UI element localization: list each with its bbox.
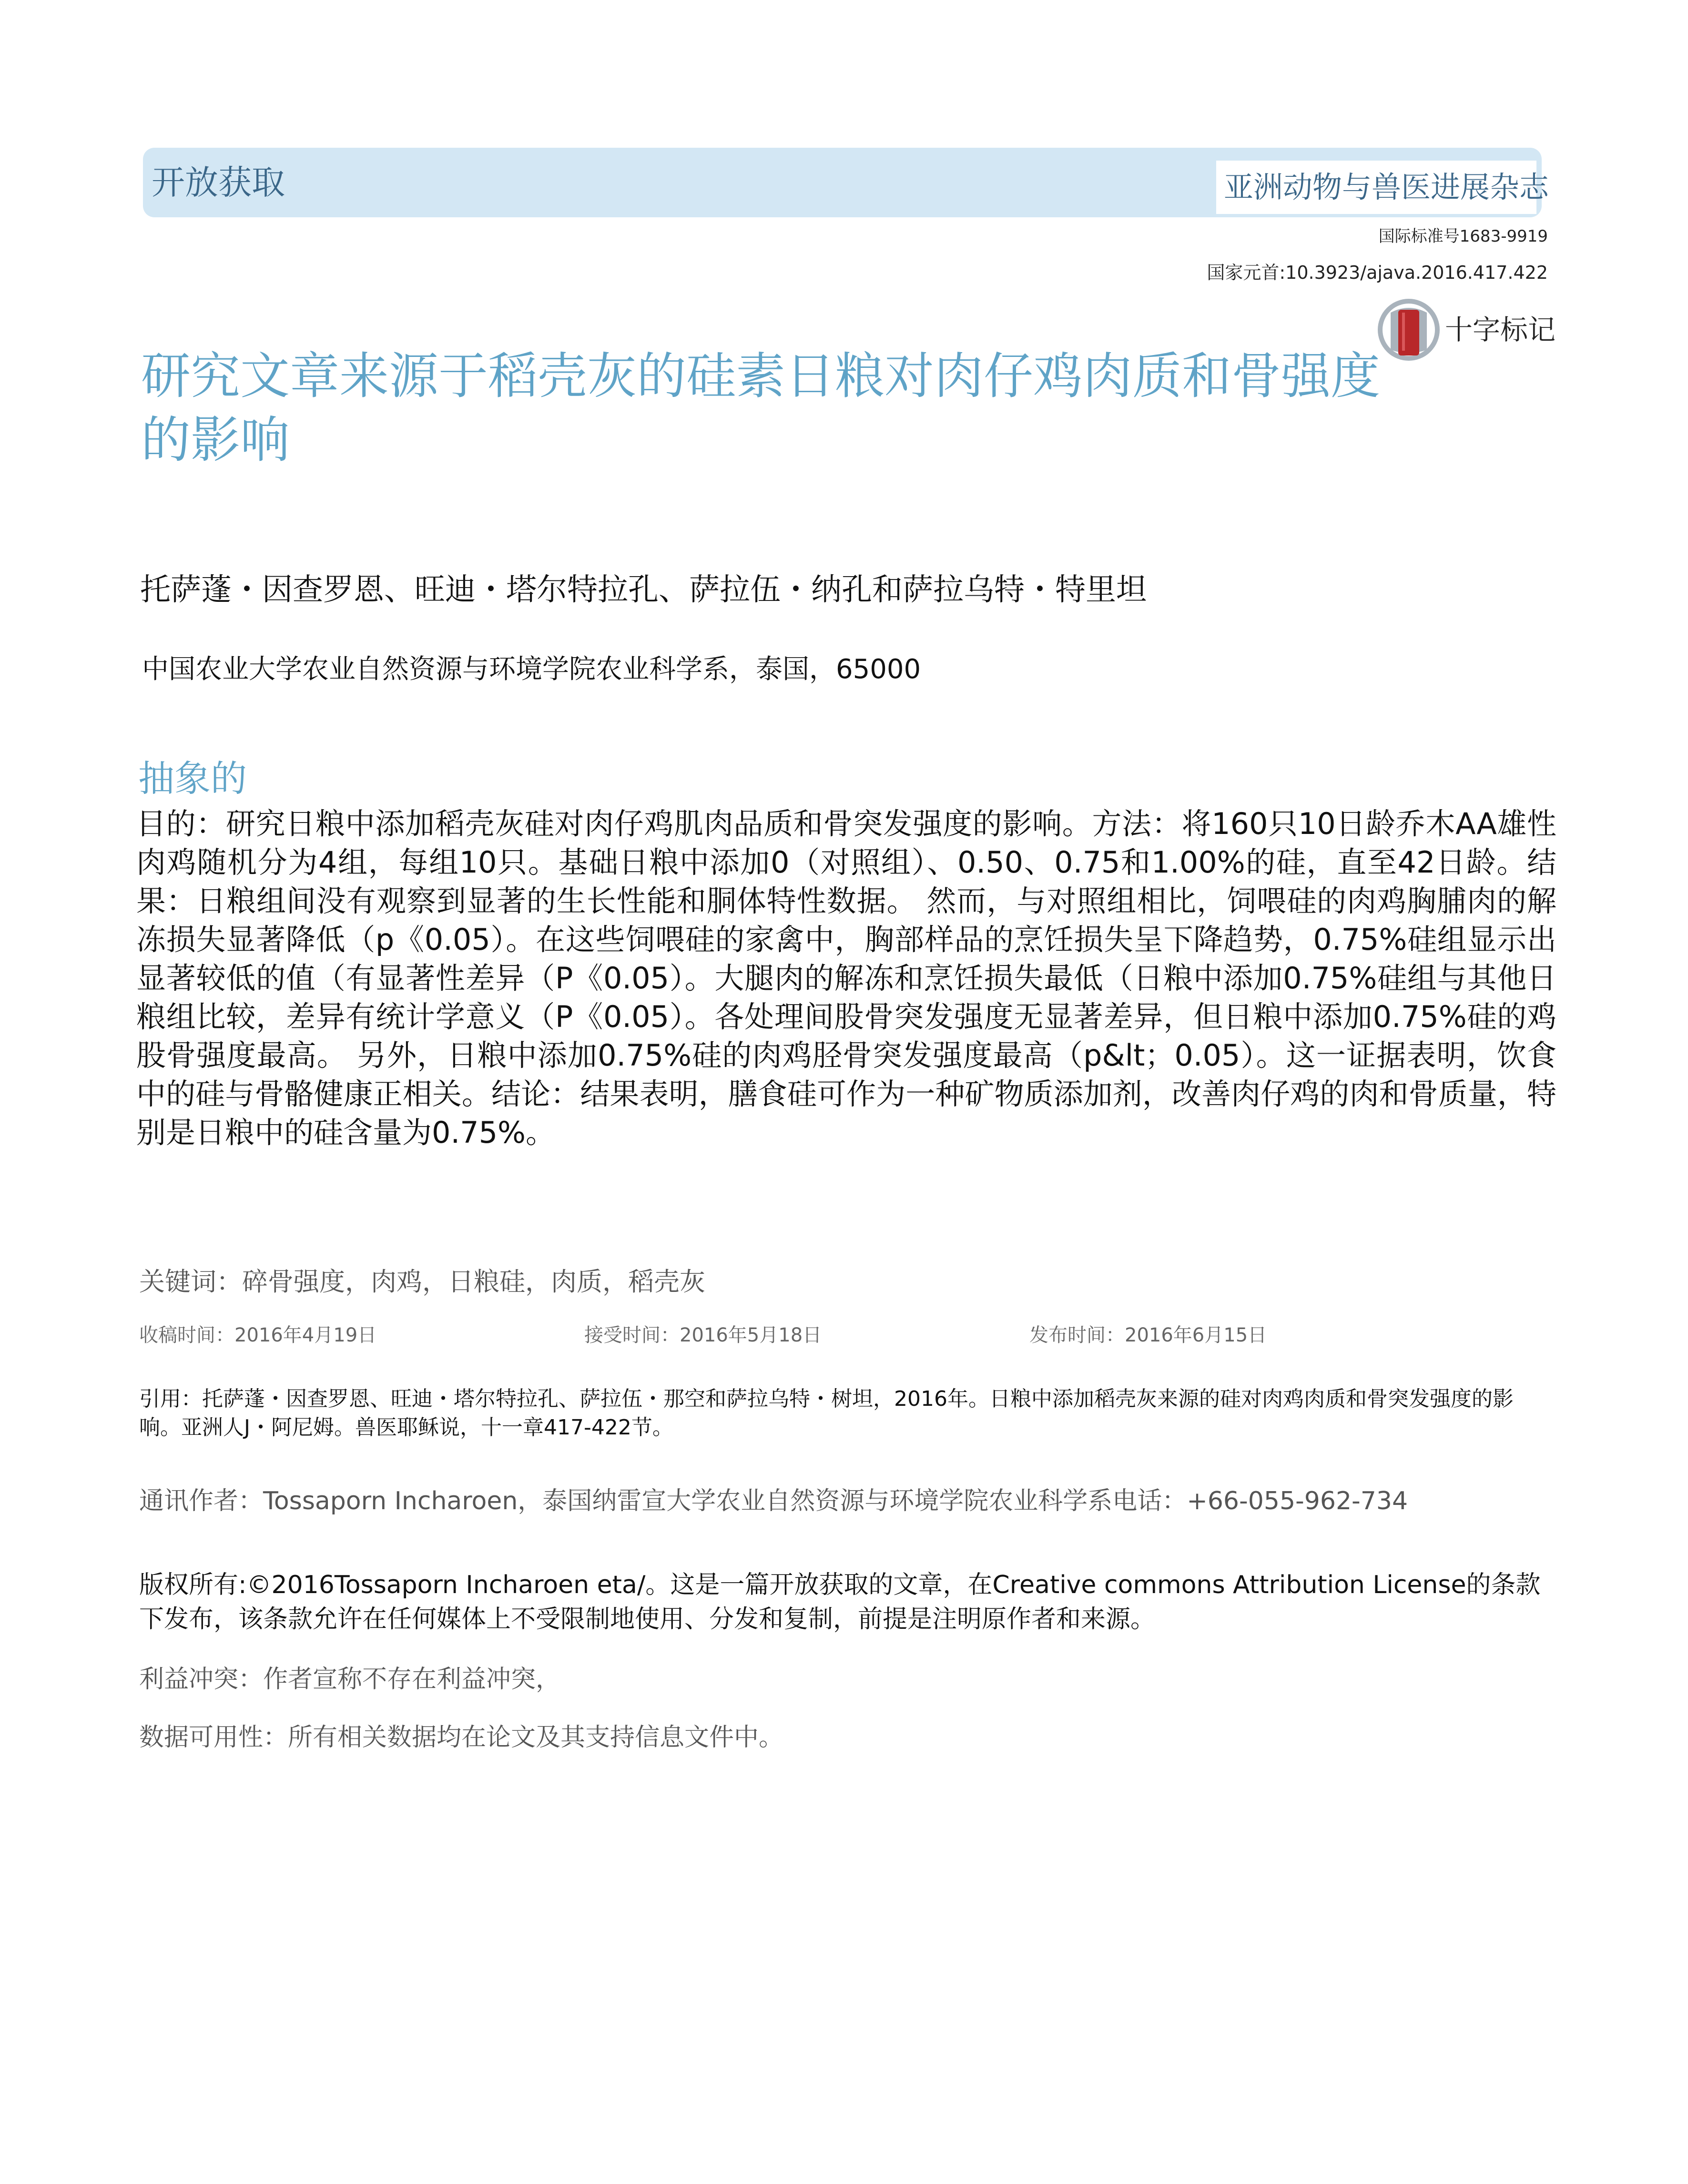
corresponding-author: 通讯作者：Tossaporn Incharoen，泰国纳雷宣大学农业自然资源与环境学院农业科学系电话：+66-055-962-734 [139, 1487, 1408, 1515]
keywords: 关键词：碎骨强度，肉鸡，日粮硅，肉质，稻壳灰 [139, 1267, 705, 1297]
copyright-notice: 版权所有:©2016Tossaporn Incharoen eta/。这是一篇开放获取的文章，在Creative commons Attribution License的条款下发布，该条款允许在任何媒体上不受限制地使用、分发和复制，前提是注明原作者和来源。 [139, 1571, 1541, 1634]
author-affiliation: 中国农业大学农业自然资源与环境学院农业科学系，泰国，65000 [142, 654, 921, 685]
citation: 引用：托萨蓬・因查罗恩、旺迪・塔尔特拉孔、萨拉伍・那空和萨拉乌特・树坦，2016年。日粮中添加稻壳灰来源的硅对肉鸡肉质和骨突发强度的影响。亚洲人J・阿尼姆。兽医耶稣说，十一章417-422节。 [139, 1387, 1514, 1440]
published-date: 发布时间：2016年6月15日 [1029, 1324, 1267, 1346]
doi-link[interactable]: 国家元首:10.3923/ajava.2016.417.422 [1207, 262, 1548, 283]
journal-name[interactable]: 亚洲动物与兽医进展杂志 [1224, 170, 1549, 204]
accepted-date: 接受时间：2016年5月18日 [584, 1324, 822, 1346]
abstract-body: 目的：研究日粮中添加稻壳灰硅对肉仔鸡肌肉品质和骨突发强度的影响。方法：将160只10日龄乔木AA雄性肉鸡随机分为4组，每组10只。基础日粮中添加0（对照组）、0.50、0.75和1.00%的硅，直至42日龄。结果：日粮组间没有观察到显著的生长性能和胴体特性数据。 然而，与对照组相比，饲喂硅的肉鸡胸脯肉的解冻损失显著降低（p《0.05）。在这些饲喂硅的家禽中，胸部样品的烹饪损失呈下降趋势，0.75%硅组显示出显著较低的值（有显著性差异（P《0.05）。大腿肉的解冻和烹饪损失最低（日粮中添加0.75%硅组与其他日粮组比较，差异有统计学意义（P《0.05）。各处理间股骨突发强度无显著差异，但日粮中添加0.75%硅的鸡股骨强度最高。 另外，日粮中添加0.75%硅的肉鸡胫骨突发强度最高（p&lt；0.05）。这一证据表明，饮食中的硅与骨骼健康正相关。结论：结果表明，膳食硅可作为一种矿物质添加剂，改善肉仔鸡的肉和骨质量，特别是日粮中的硅含量为0.75%。 [136, 806, 1556, 1150]
crossmark-label[interactable]: 十字标记 [1445, 314, 1556, 346]
received-date: 收稿时间：2016年4月19日 [139, 1324, 377, 1346]
conflict-of-interest: 利益冲突：作者宣称不存在利益冲突， [139, 1665, 561, 1694]
issn-label: 国际标准号1683-9919 [1378, 227, 1548, 246]
data-availability: 数据可用性：所有相关数据均在论文及其支持信息文件中。 [139, 1723, 784, 1752]
article-title: 研究文章来源于稻壳灰的硅素日粮对肉仔鸡肉质和骨强度的影响 [141, 347, 1381, 469]
open-access-label: 开放获取 [152, 163, 285, 202]
abstract-heading: 抽象的 [138, 757, 247, 800]
author-list: 托萨蓬・因查罗恩、旺迪・塔尔特拉孔、萨拉伍・纳孔和萨拉乌特・特里坦 [140, 572, 1147, 608]
